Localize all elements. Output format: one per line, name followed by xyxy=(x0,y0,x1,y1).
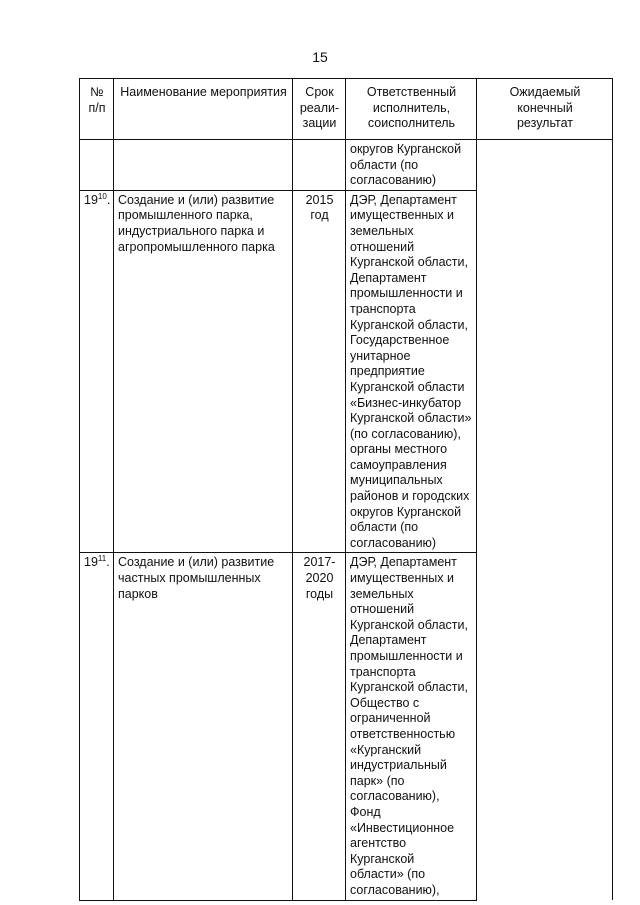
responsible-text: ДЭР, Департамент имущественных и земельных отношений Курганской области, Департамент промышленности и транспорта Курганской области, Государственное унитарное предприятие Курганской области «Бизнес-инкубатор Курганской области» (по согласованию), органы местного самоуправления муниципальных районов и городских округов Курганской области (по согласованию) xyxy=(350,192,472,550)
cell-name xyxy=(114,553,293,900)
row-number-superscript: 10 xyxy=(97,191,107,201)
cell-responsible-text: округов Курганской области (по согласованию) xyxy=(350,142,462,188)
term-text: 2015 год xyxy=(305,192,334,223)
cell-name xyxy=(114,190,293,553)
cell-responsible xyxy=(346,140,477,191)
row-number: 19 xyxy=(84,555,98,570)
header-name-label: Наименование мероприятия xyxy=(120,85,287,99)
header-term xyxy=(293,79,346,140)
page-number: 15 xyxy=(312,49,328,65)
term-text: 2017- 2020 годы xyxy=(303,555,336,601)
row-number-superscript: 11 xyxy=(97,554,107,564)
measure-name: Создание и (или) развитие частных промышленных парков xyxy=(118,555,275,601)
cell-num xyxy=(80,190,114,553)
header-responsible xyxy=(346,79,477,140)
row-number-suffix: . xyxy=(106,555,110,570)
header-num-label: № п/п xyxy=(88,85,106,115)
table-row-continuation xyxy=(80,140,613,191)
header-result-label: Ожидаемый конечный результат xyxy=(509,85,581,131)
cell-result xyxy=(477,140,613,901)
header-num xyxy=(80,79,114,140)
measure-name: Создание и (или) развитие промышленного парка, индустриального парка и агропромышленного парка xyxy=(118,192,275,254)
cell-num xyxy=(80,553,114,900)
header-term-label: Срок реали- зации xyxy=(299,85,340,131)
header-result xyxy=(477,79,613,140)
cell-responsible xyxy=(346,553,477,900)
responsible-text: ДЭР, Департамент имущественных и земельных отношений Курганской области, Департамент промышленности и транспорта Курганской области, Общество с ограниченной ответственностью «Курганский индустриальный парк» (по согласованию), Фонд «Инвестиционное агентство Курганской области» (по согласованию), xyxy=(350,555,468,897)
header-name xyxy=(114,79,293,140)
cell-responsible xyxy=(346,190,477,553)
cell-num xyxy=(80,140,114,191)
measures-table xyxy=(79,78,613,901)
row-number: 19 xyxy=(84,192,98,207)
cell-term xyxy=(293,140,346,191)
row-number-suffix: . xyxy=(106,192,111,207)
cell-term xyxy=(293,190,346,553)
cell-name xyxy=(114,140,293,191)
table-header-row xyxy=(80,79,613,140)
header-responsible-label: Ответственный исполнитель, соисполнитель xyxy=(366,85,457,131)
cell-term xyxy=(293,553,346,900)
